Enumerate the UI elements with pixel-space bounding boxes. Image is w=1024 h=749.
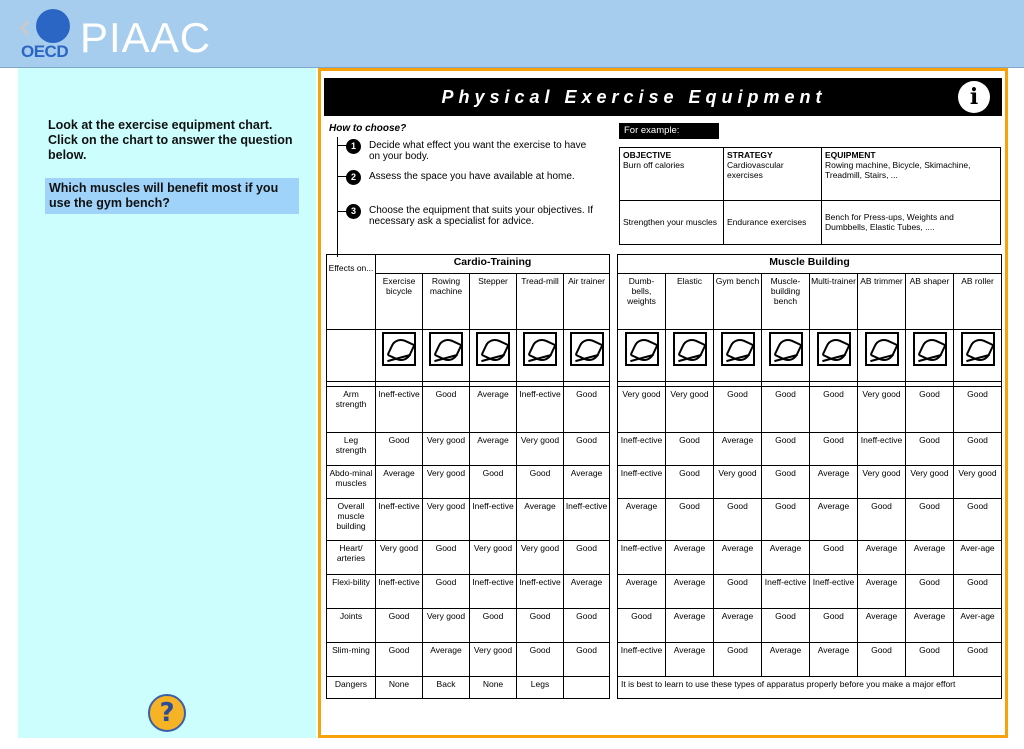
rating-cell[interactable]: Ineff-ective: [618, 433, 666, 466]
rating-cell[interactable]: Good: [423, 387, 470, 433]
rating-cell[interactable]: Good: [564, 643, 610, 677]
question-text: Which muscles will benefit most if you use the gym bench?: [45, 178, 299, 214]
rating-cell[interactable]: Average: [666, 575, 714, 609]
rating-cell[interactable]: Good: [423, 575, 470, 609]
instruction-text: Look at the exercise equipment chart. Click on the chart to answer the question below.: [48, 118, 293, 162]
rating-cell[interactable]: Very good: [858, 466, 906, 499]
rating-cell[interactable]: Good: [564, 433, 610, 466]
rating-cell[interactable]: Good: [954, 499, 1002, 541]
example-value: Bench for Press-ups, Weights and Dumbbells, Elastic Tubes, ....: [825, 212, 954, 233]
exercise-machine-icon: [769, 332, 803, 366]
table-row: [327, 541, 610, 575]
rating-cell[interactable]: Very good: [714, 466, 762, 499]
example-table[interactable]: [619, 147, 1001, 245]
table-row: [327, 433, 610, 466]
table-row: [327, 387, 610, 433]
rating-cell[interactable]: Good: [714, 643, 762, 677]
rating-cell[interactable]: Good: [517, 643, 564, 677]
rating-cell[interactable]: Good: [810, 433, 858, 466]
steps-connector: [337, 137, 353, 257]
rating-cell[interactable]: Good: [564, 387, 610, 433]
table-row: [327, 609, 610, 643]
rating-cell[interactable]: Good: [714, 387, 762, 433]
header-bar: [0, 0, 1024, 68]
exercise-machine-icon: [429, 332, 463, 366]
table-row: [618, 387, 1002, 433]
example-header: OBJECTIVE: [623, 150, 672, 160]
rating-cell[interactable]: Average: [810, 643, 858, 677]
table-row: [618, 466, 1002, 499]
rating-cell[interactable]: Good: [906, 643, 954, 677]
muscle-building-header: Muscle Building: [618, 255, 1002, 274]
rating-cell[interactable]: Good: [810, 541, 858, 575]
table-row: [327, 499, 610, 541]
equipment-column-header[interactable]: AB trimmer: [858, 274, 906, 330]
exercise-machine-icon: [673, 332, 707, 366]
rating-cell[interactable]: Good: [906, 433, 954, 466]
rating-cell[interactable]: Average: [618, 499, 666, 541]
chart-content: [321, 71, 1005, 735]
how-to-choose-title: How to choose?: [329, 123, 407, 134]
rating-cell[interactable]: Average: [906, 541, 954, 575]
rating-cell[interactable]: Very good: [423, 609, 470, 643]
rating-cell[interactable]: Average: [666, 609, 714, 643]
equipment-picture[interactable]: [762, 330, 810, 382]
muscle-building-table[interactable]: [617, 254, 1002, 699]
equipment-picture[interactable]: [376, 330, 423, 382]
rating-cell[interactable]: Average: [470, 433, 517, 466]
rating-cell[interactable]: Good: [423, 541, 470, 575]
danger-cell[interactable]: Back: [423, 677, 470, 699]
rating-cell[interactable]: Ineff-ective: [376, 499, 423, 541]
rating-cell[interactable]: Average: [858, 575, 906, 609]
rating-cell[interactable]: Good: [954, 575, 1002, 609]
effect-label[interactable]: Leg strength: [327, 433, 376, 466]
rating-cell[interactable]: Good: [906, 499, 954, 541]
rating-cell[interactable]: Average: [564, 575, 610, 609]
rating-cell[interactable]: Average: [762, 541, 810, 575]
equipment-column-header[interactable]: Elastic: [666, 274, 714, 330]
rating-cell[interactable]: Very good: [954, 466, 1002, 499]
rating-cell[interactable]: Ineff-ective: [564, 499, 610, 541]
equipment-column-header[interactable]: AB roller: [954, 274, 1002, 330]
rating-cell[interactable]: Good: [376, 643, 423, 677]
rating-cell[interactable]: Good: [376, 433, 423, 466]
rating-cell[interactable]: Good: [564, 609, 610, 643]
rating-cell[interactable]: Good: [376, 609, 423, 643]
rating-cell[interactable]: Ineff-ective: [517, 575, 564, 609]
table-row: [618, 575, 1002, 609]
rating-cell[interactable]: Good: [517, 466, 564, 499]
dangers-note[interactable]: It is best to learn to use these types of apparatus properly before you make a major effort: [618, 677, 1002, 699]
effect-label[interactable]: Abdo-minal muscles: [327, 466, 376, 499]
table-row: [327, 575, 610, 609]
table-row: [618, 643, 1002, 677]
rating-cell[interactable]: Good: [762, 466, 810, 499]
equipment-picture[interactable]: [564, 330, 610, 382]
table-row: [618, 499, 1002, 541]
exercise-machine-icon: [865, 332, 899, 366]
rating-cell[interactable]: Good: [762, 499, 810, 541]
rating-cell[interactable]: Very good: [470, 541, 517, 575]
rating-cell[interactable]: Average: [423, 643, 470, 677]
equipment-picture[interactable]: [470, 330, 517, 382]
rating-cell[interactable]: Average: [618, 575, 666, 609]
rating-cell[interactable]: Ineff-ective: [376, 387, 423, 433]
danger-cell[interactable]: Legs: [517, 677, 564, 699]
rating-cell[interactable]: Average: [666, 643, 714, 677]
rating-cell[interactable]: Average: [714, 541, 762, 575]
step-number-icon: 1: [346, 139, 361, 154]
rating-cell[interactable]: Good: [762, 433, 810, 466]
logo-circle-icon: [36, 9, 70, 43]
rating-cell[interactable]: Good: [762, 387, 810, 433]
rating-cell[interactable]: Good: [954, 643, 1002, 677]
rating-cell[interactable]: Good: [906, 575, 954, 609]
step-text: Choose the equipment that suits your objectives. If necessary ask a specialist for advice.: [369, 205, 594, 227]
dangers-label[interactable]: Dangers: [327, 677, 376, 699]
rating-cell[interactable]: Average: [762, 643, 810, 677]
rating-cell[interactable]: Good: [810, 609, 858, 643]
rating-cell[interactable]: Average: [517, 499, 564, 541]
rating-cell[interactable]: Average: [714, 609, 762, 643]
rating-cell[interactable]: Average: [470, 387, 517, 433]
rating-cell[interactable]: Very good: [906, 466, 954, 499]
chart-panel: [318, 68, 1008, 738]
effect-label[interactable]: Slim-ming: [327, 643, 376, 677]
rating-cell[interactable]: Very good: [423, 499, 470, 541]
equipment-column-header[interactable]: Gym bench: [714, 274, 762, 330]
equipment-picture[interactable]: [423, 330, 470, 382]
equipment-column-header[interactable]: Stepper: [470, 274, 517, 330]
rating-cell[interactable]: Ineff-ective: [470, 499, 517, 541]
rating-cell[interactable]: Ineff-ective: [470, 575, 517, 609]
equipment-picture[interactable]: [517, 330, 564, 382]
equipment-picture[interactable]: [858, 330, 906, 382]
rating-cell[interactable]: Good: [517, 609, 564, 643]
table-row: [618, 433, 1002, 466]
instruction-panel: [18, 68, 316, 738]
exercise-machine-icon: [721, 332, 755, 366]
equipment-picture[interactable]: [714, 330, 762, 382]
equipment-picture[interactable]: [906, 330, 954, 382]
question-mark-icon: ?: [159, 698, 175, 728]
rating-cell[interactable]: Good: [714, 575, 762, 609]
equipment-column-header[interactable]: Air trainer: [564, 274, 610, 330]
rating-cell[interactable]: Average: [858, 609, 906, 643]
info-icon[interactable]: i: [958, 81, 990, 113]
rating-cell[interactable]: Good: [858, 643, 906, 677]
rating-cell[interactable]: Average: [564, 466, 610, 499]
equipment-picture[interactable]: [954, 330, 1002, 382]
rating-cell[interactable]: Good: [714, 499, 762, 541]
rating-cell[interactable]: Good: [666, 466, 714, 499]
effect-label[interactable]: Heart/ arteries: [327, 541, 376, 575]
example-cell[interactable]: [724, 200, 822, 244]
rating-cell[interactable]: Average: [810, 499, 858, 541]
example-header: STRATEGY: [727, 150, 773, 160]
rating-cell[interactable]: Very good: [423, 466, 470, 499]
equipment-column-header[interactable]: Multi-trainer: [810, 274, 858, 330]
cardio-training-header: Cardio-Training: [376, 255, 610, 274]
example-value: Cardiovascular exercises: [727, 160, 784, 180]
logo-oecd-text: OECD: [21, 42, 69, 61]
example-value: Burn off calories: [623, 160, 685, 170]
example-cell[interactable]: [822, 200, 1001, 244]
equipment-picture[interactable]: [618, 330, 666, 382]
effects-on-header[interactable]: Effects on...: [327, 255, 376, 330]
title-bar: [324, 78, 1002, 116]
table-row: [327, 643, 610, 677]
rating-cell[interactable]: Very good: [470, 643, 517, 677]
rating-cell[interactable]: Good: [666, 499, 714, 541]
effect-label[interactable]: Arm strength: [327, 387, 376, 433]
rating-cell[interactable]: Good: [564, 541, 610, 575]
rating-cell[interactable]: Good: [666, 433, 714, 466]
danger-cell[interactable]: None: [470, 677, 517, 699]
exercise-machine-icon: [913, 332, 947, 366]
example-cell[interactable]: [822, 148, 1001, 201]
rating-cell[interactable]: Average: [906, 609, 954, 643]
example-cell[interactable]: [620, 148, 724, 201]
rating-cell[interactable]: Ineff-ective: [618, 643, 666, 677]
step-text: Decide what effect you want the exercise to have on your body.: [369, 140, 587, 162]
picture-spacer: [327, 330, 376, 382]
rating-cell[interactable]: Very good: [517, 541, 564, 575]
rating-cell[interactable]: Average: [714, 433, 762, 466]
rating-cell[interactable]: Good: [810, 387, 858, 433]
exercise-machine-icon: [523, 332, 557, 366]
step-number-icon: 2: [346, 170, 361, 185]
example-value: Rowing machine, Bicycle, Skimachine, Treadmill, Stairs, ...: [825, 160, 971, 180]
rating-cell[interactable]: Very good: [517, 433, 564, 466]
rating-cell[interactable]: Good: [906, 387, 954, 433]
exercise-machine-icon: [625, 332, 659, 366]
rating-cell[interactable]: Average: [810, 466, 858, 499]
table-row: [327, 466, 610, 499]
example-value: Strengthen your muscles: [623, 217, 718, 228]
rating-cell[interactable]: Good: [762, 609, 810, 643]
exercise-machine-icon: [961, 332, 995, 366]
example-value: Endurance exercises: [727, 217, 807, 228]
rating-cell[interactable]: Ineff-ective: [618, 466, 666, 499]
equipment-picture[interactable]: [810, 330, 858, 382]
rating-cell[interactable]: Very good: [423, 433, 470, 466]
equipment-column-header[interactable]: Muscle-building bench: [762, 274, 810, 330]
danger-cell[interactable]: [564, 677, 610, 699]
exercise-machine-icon: [570, 332, 604, 366]
rating-cell[interactable]: Average: [858, 541, 906, 575]
rating-cell[interactable]: Very good: [666, 387, 714, 433]
rating-cell[interactable]: Ineff-ective: [618, 541, 666, 575]
exercise-machine-icon: [476, 332, 510, 366]
rating-cell[interactable]: Good: [470, 466, 517, 499]
exercise-machine-icon: [382, 332, 416, 366]
rating-cell[interactable]: Very good: [618, 387, 666, 433]
equipment-column-header[interactable]: AB shaper: [906, 274, 954, 330]
step-text: Assess the space you have available at home.: [369, 171, 575, 182]
rating-cell[interactable]: Ineff-ective: [376, 575, 423, 609]
example-cell[interactable]: [724, 148, 822, 201]
exercise-machine-icon: [817, 332, 851, 366]
rating-cell[interactable]: Good: [618, 609, 666, 643]
equipment-picture[interactable]: [666, 330, 714, 382]
rating-cell[interactable]: Aver-age: [954, 609, 1002, 643]
rating-cell[interactable]: Ineff-ective: [810, 575, 858, 609]
equipment-column-header[interactable]: Tread-mill: [517, 274, 564, 330]
rating-cell[interactable]: Good: [470, 609, 517, 643]
rating-cell[interactable]: Good: [858, 499, 906, 541]
rating-cell[interactable]: Ineff-ective: [517, 387, 564, 433]
effect-label[interactable]: Overall muscle building: [327, 499, 376, 541]
rating-cell[interactable]: Very good: [376, 541, 423, 575]
logo-piaac-text: PIAAC: [80, 14, 212, 61]
page-title: Physical Exercise Equipment: [441, 87, 827, 107]
oecd-piaac-logo: [18, 6, 228, 64]
rating-cell[interactable]: Average: [376, 466, 423, 499]
example-cell[interactable]: [620, 200, 724, 244]
equipment-column-header[interactable]: Dumb-bells, weights: [618, 274, 666, 330]
rating-cell[interactable]: Ineff-ective: [762, 575, 810, 609]
help-button[interactable]: [148, 694, 186, 732]
effect-label[interactable]: Flexi-bility: [327, 575, 376, 609]
rating-cell[interactable]: Very good: [858, 387, 906, 433]
example-header: EQUIPMENT: [825, 150, 876, 160]
rating-cell[interactable]: Ineff-ective: [858, 433, 906, 466]
table-row: [618, 609, 1002, 643]
effect-label[interactable]: Joints: [327, 609, 376, 643]
equipment-column-header[interactable]: Exercise bicycle: [376, 274, 423, 330]
rating-cell[interactable]: Average: [666, 541, 714, 575]
table-row: [618, 541, 1002, 575]
rating-cell[interactable]: Good: [954, 387, 1002, 433]
step-number-icon: 3: [346, 204, 361, 219]
equipment-column-header[interactable]: Rowing machine: [423, 274, 470, 330]
danger-cell[interactable]: None: [376, 677, 423, 699]
rating-cell[interactable]: Good: [954, 433, 1002, 466]
cardio-training-table[interactable]: [326, 254, 610, 699]
rating-cell[interactable]: Aver-age: [954, 541, 1002, 575]
example-label: For example:: [619, 123, 719, 139]
